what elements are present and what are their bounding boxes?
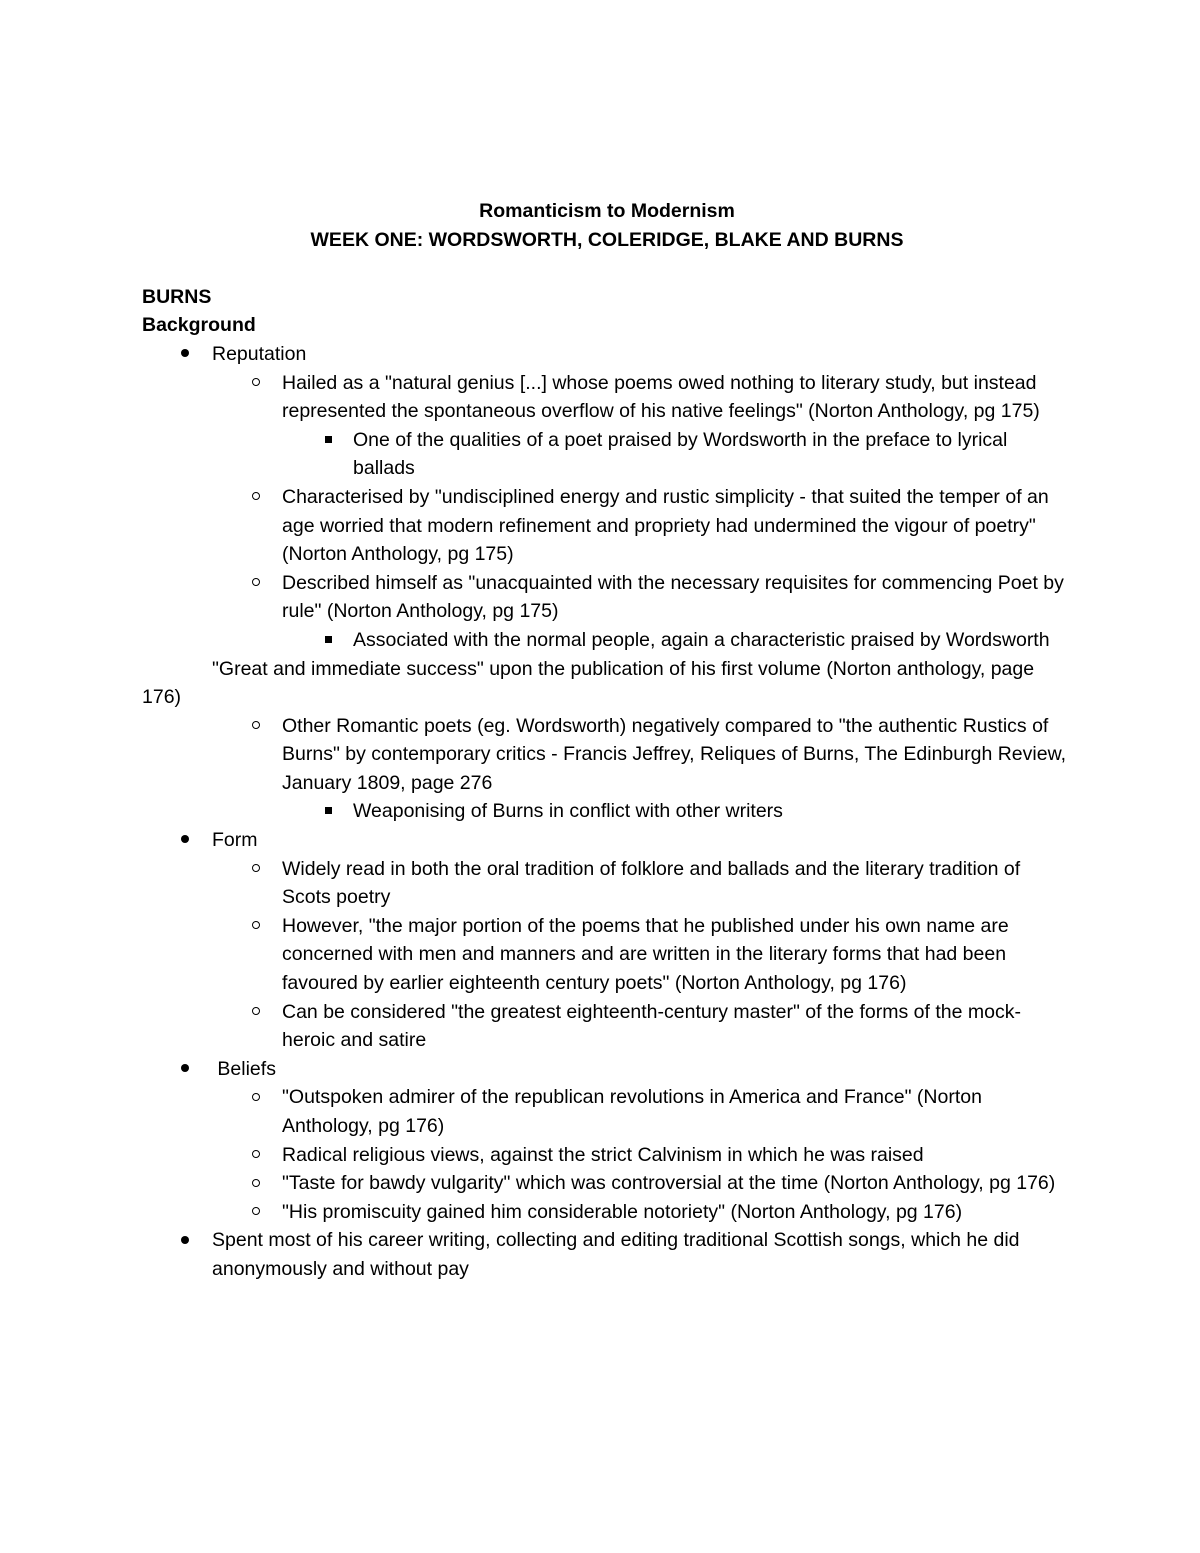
list-item-text: "Outspoken admirer of the republican revolutions in America and France" (Norton Anthology, pg 176): [282, 1086, 982, 1137]
list-item: [142, 369, 1072, 483]
subsection-heading: Background: [142, 314, 256, 337]
list-item-text: Hailed as a "natural genius [...] whose poems owed nothing to literary study, but instead represented the spontaneous overflow of his native feelings" (Norton Anthology, pg 175): [282, 371, 1040, 423]
circle-bullet-icon: [246, 569, 266, 598]
list-item: [142, 1055, 1072, 1227]
circle-bullet-icon: [246, 1083, 266, 1112]
list-item-text: "His promiscuity gained him considerable notoriety" (Norton Anthology, pg 176): [282, 1200, 963, 1223]
list-item-text: Widely read in both the oral tradition of folklore and ballads and the literary tradition of Scots poetry: [282, 857, 1021, 909]
bullet-list-form: [142, 826, 1072, 1284]
list-item: [142, 826, 1072, 1055]
circle-bullet-icon: [246, 1141, 266, 1170]
list-item-text: One of the qualities of a poet praised by Wordsworth in the preface to lyrical ballads: [353, 428, 1008, 480]
list-item: [142, 1141, 1072, 1170]
list-item-text: Can be considered "the greatest eighteenth-century master" of the forms of the mock-heroic and satire: [282, 1000, 1021, 1052]
circle-bullet-icon: [246, 483, 266, 512]
doc-subtitle: WEEK ONE: WORDSWORTH, COLERIDGE, BLAKE AND BURNS: [310, 228, 904, 251]
circle-bullet-icon: [246, 1198, 266, 1227]
list-item: [142, 998, 1072, 1055]
spacer: [142, 254, 1072, 283]
list-item: [142, 1198, 1072, 1227]
list-item: [142, 797, 1072, 826]
square-bullet-icon: [318, 797, 338, 826]
disc-bullet-icon: [175, 1055, 195, 1084]
circle-bullet-icon: [246, 1169, 266, 1198]
disc-bullet-icon: [175, 340, 195, 369]
list-item: [142, 340, 1072, 655]
list-item-text: Form: [212, 829, 258, 852]
list-item-text: Characterised by "undisciplined energy and rustic simplicity - that suited the temper of an age worried that modern refinement and propriety had undermined the vigour of poetry" (Norton Anthology, pg 175): [282, 485, 1049, 566]
circle-bullet-icon: [246, 855, 266, 884]
list-item: [142, 912, 1072, 998]
circle-bullet-icon: [246, 369, 266, 398]
success-paragraph: "Great and immediate success" upon the publication of his first volume (Norton anthology, page 176): [142, 657, 1035, 709]
list-item: [142, 483, 1072, 569]
list-item-text: Weaponising of Burns in conflict with other writers: [353, 800, 783, 823]
circle-bullet-icon: [246, 712, 266, 741]
list-item-text: Reputation: [212, 342, 307, 365]
bullet-list-reputation: [142, 340, 1072, 655]
list-item: [142, 712, 1072, 826]
list-item-text: However, "the major portion of the poems that he published under his own name are concerned with men and manners and are written in the literary forms that had been favoured by earlier eighteenth century poets" (Norton Anthology, pg 176): [282, 914, 1009, 995]
list-item: [142, 626, 1072, 655]
list-item-text: Spent most of his career writing, collecting and editing traditional Scottish songs, which he did anonymously and without pay: [212, 1229, 1020, 1280]
list-item: [142, 569, 1072, 655]
disc-bullet-icon: [175, 1226, 195, 1255]
disc-bullet-icon: [175, 826, 195, 855]
square-bullet-icon: [318, 426, 338, 455]
list-item: [142, 1226, 1072, 1283]
doc-title: Romanticism to Modernism: [479, 200, 735, 222]
circle-bullet-icon: [246, 912, 266, 941]
list-item: [142, 426, 1072, 483]
circle-bullet-icon: [246, 998, 266, 1027]
document-page: [142, 197, 1072, 1284]
section-heading: BURNS: [142, 285, 212, 308]
bullet-list-success: [142, 712, 1072, 826]
list-item: [142, 1169, 1072, 1198]
list-item-text: Radical religious views, against the strict Calvinism in which he was raised: [282, 1143, 924, 1166]
list-item-text: "Taste for bawdy vulgarity" which was controversial at the time (Norton Anthology, pg 176): [282, 1172, 1056, 1195]
list-item-text: Beliefs: [212, 1057, 276, 1080]
list-item-text: Other Romantic poets (eg. Wordsworth) negatively compared to "the authentic Rustics of Burns" by contemporary critics - Francis Jeffrey, Reliques of Burns, The Edinburgh Review, January 1809, page 276: [282, 714, 1066, 794]
list-item-text: Associated with the normal people, again a characteristic praised by Wordsworth: [353, 628, 1050, 651]
list-item: [142, 1083, 1072, 1140]
square-bullet-icon: [318, 626, 338, 655]
list-item: [142, 855, 1072, 912]
list-item-text: Described himself as "unacquainted with the necessary requisites for commencing Poet by rule" (Norton Anthology, pg 175): [282, 571, 1064, 623]
